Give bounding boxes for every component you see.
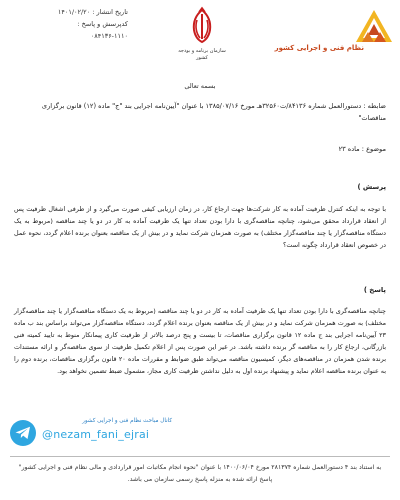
question-text: با توجه به اینکه کنترل ظرفیت آماده به کار شرکت‌ها جهت ارجاع کار، در زمان ارزیابی کیفی صورت می‌گیرد و از طرفی اشغال ظرفیت پس از انعقاد قرارداد محقق می‌شود، چنانچه مناقصه‌گری با دارا بودن تعداد تنها یک ظرفیت آماده به کار در دو یا چند مناقصه (مربوط به یک دستگاه مناقصه‌گزار یا چند مناقصه‌گزار مختلف) به صورت همزمان شرکت نماید و در بیش از یک مناقصه بعنوان برنده اعلام گردد، نحوه عمل در خصوص انعقاد قرارداد چگونه است؟ [14, 205, 386, 249]
tracking-code-value: ۰۸۴۱۳۶-۱۱۱۰ [90, 32, 128, 40]
answer-label: پاسخ ) [363, 286, 386, 294]
publish-date: تاریخ انتشار : ۱۴۰۱/۰۲/۲۰ [57, 8, 128, 16]
paper-plane-icon [15, 426, 31, 440]
question-label: پرسش ) [357, 183, 386, 191]
emblem-caption: سازمان برنامه و بودجه کشور [178, 48, 226, 61]
telegram-channel[interactable] [10, 418, 210, 450]
iran-emblem [172, 6, 232, 66]
telegram-channel-name: کانال مباحث نظام فنی و اجرایی کشور [82, 418, 172, 424]
triangle-logo-icon [354, 8, 394, 46]
tracking-code-label: کدپرسش و پاسخ : [77, 20, 128, 28]
logo-text: نظام فنی و اجرایی کشور [274, 44, 364, 52]
telegram-handle[interactable]: @nezam_fani_ejrai [42, 428, 150, 441]
organization-logo [274, 6, 394, 64]
answer-text: چنانچه مناقصه‌گری با دارا بودن تعداد تنها یک ظرفیت آماده به کار در دو یا چند مناقصه (مربوط به یک دستگاه مناقصه‌گزار یا چند مناقصه‌گزار مختلف) به صورت همزمان شرکت نماید و در بیش از یک مناقصه بعنوان برنده اعلام گردد، دستگاه مناقصه‌گزار می‌تواند براساس بند ب ماده ۲۳ آیین‌نامه اجرایی بند ج ماده ۱۲ قانون برگزاری مناقصات، تا بیست و پنج درصد بالاتر از ظرفیت کاری پیمانکار منوط به تایید کمیته فنی بازرگانی، ارجاع کار را به مناقصه گر برنده داشته باشد. در غیر این صورت پس از اعلام تکمیل ظرفیت از سوی مناقصه‌گر و ارائه مستندات برنده شدن همزمان در مناقصه‌های دیگر، کمیسیون مناقصه می‌تواند طبق ضوابط و مقررات ماده ۲۰ قانون برگزاری مناقصات، برنده دوم را به عنوان برنده مناقصه اعلام نماید و پیشنهاد برنده اول به دلیل نداشتن ظرفیت کاری مجاز، مشمول ضبط تضمین نخواهد بود. [14, 307, 386, 375]
footer-divider [10, 456, 390, 457]
emblem-icon [185, 6, 219, 46]
document-meta [8, 6, 128, 42]
document-header [0, 0, 400, 72]
footer-note: به استناد بند ۴ دستورالعمل شماره ۲۸۱۳۷۴ مورخ ۱۴۰۰/۰۶/۰۴ با عنوان "نحوه انجام مکاتبات امور قراردادی و مالی نظام فنی و اجرایی کشور" پاسخ ارائه شده به منزله پاسخ رسمی سازمان می باشد. [18, 464, 382, 483]
topic-line: موضوع : ماده ۲۳ [338, 145, 386, 153]
basmala: بسمه تعالی [184, 82, 216, 90]
telegram-icon[interactable] [10, 420, 36, 446]
regulation-subject: ضابطه : دستورالعمل شماره ۸۴۱۳۶/ت۳۲۵۶۰هـ مورخ ۱۳۸۵/۰۷/۱۶ با عنوان "آیین‌نامه اجرایی بند "ج" ماده (۱۲) قانون برگزاری مناقصات" [41, 102, 386, 122]
